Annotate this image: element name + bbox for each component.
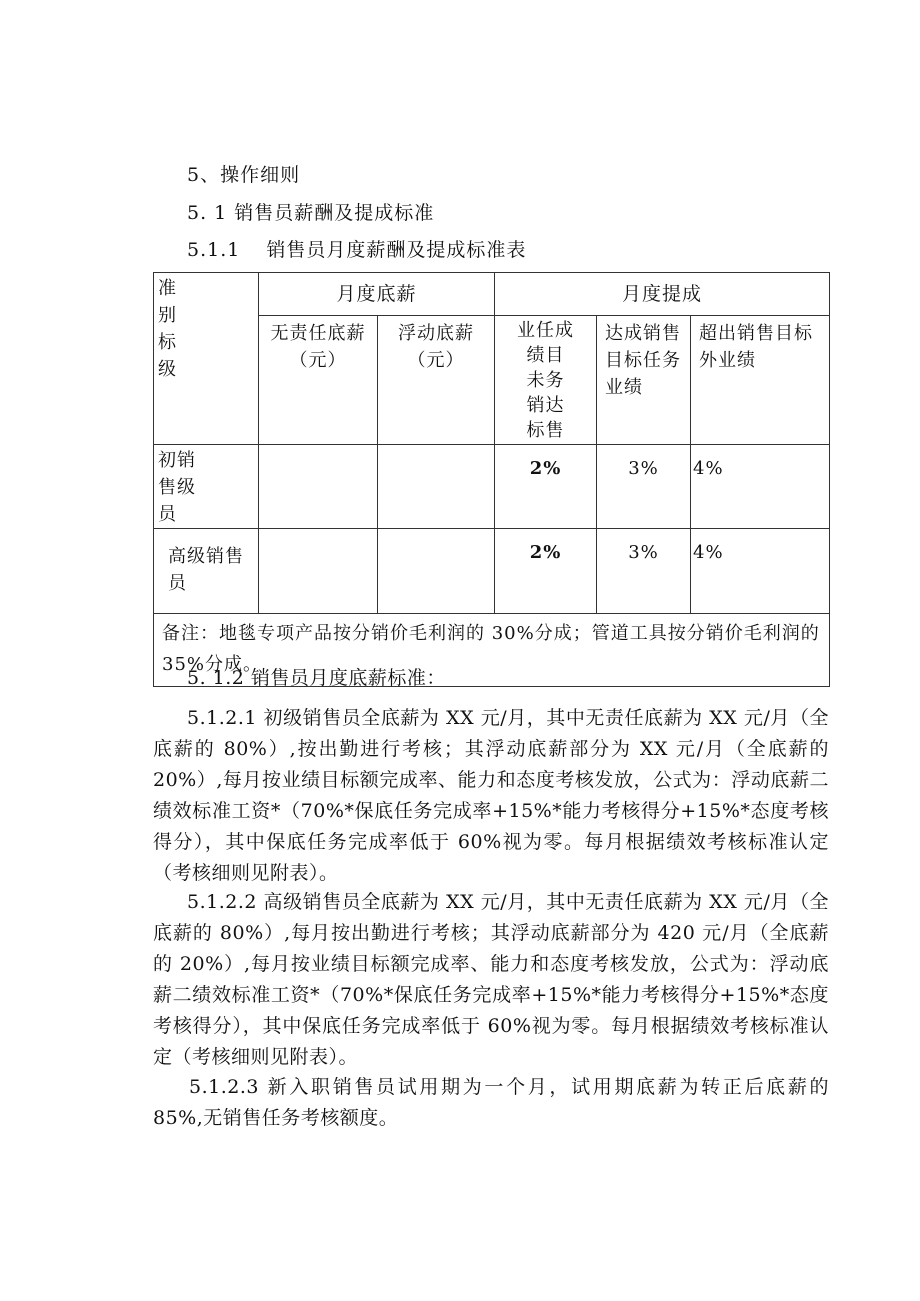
row-fixed-base-cell (259, 445, 378, 529)
header-target-reached-label: 达成销售目标任务业绩 (605, 323, 682, 398)
header-float-base-label: 浮动底薪（元） (398, 323, 474, 371)
header-target-not-reached-label: 业任成 绩目 未务 销达 标售 (517, 320, 575, 441)
salary-commission-table (153, 272, 830, 687)
section-number: 5.1.1 (187, 239, 241, 261)
row-not-reached-cell: 2% (495, 445, 597, 529)
row-level-cell (154, 529, 259, 614)
row-exceed-cell: 4% (691, 445, 830, 529)
table-row (154, 529, 830, 614)
section-heading-5-1-1 (187, 235, 526, 265)
row-level-label: 高级销售员 (168, 546, 244, 594)
row-fixed-base-cell (259, 529, 378, 614)
header-target-exceeded (691, 316, 830, 445)
section-heading-5: 5、操作细则 (187, 164, 301, 186)
paragraph-5-1-2-2: 5.1.2.2 高级销售员全底薪为 XX 元/月，其中无责任底薪为 XX 元/月（全底薪的 80%）,每月按出勤进行考核；其浮动底薪部分为 420 元/月（全底薪的 20%）,每月按业绩目标额完成率、能力和态度考核发放，公式为：浮动底薪二绩效标准工资*（70%*保底任务完成率+15%*能力考核得分+15%*态度考核得分），其中保底任务完成率低于 60%视为零。每月根据绩效考核标准认定（考核细则见附表）。 (153, 891, 829, 1068)
header-monthly-commission: 月度提成 (495, 273, 830, 316)
header-target-reached (597, 316, 691, 445)
header-corner-cell (154, 273, 259, 445)
section-heading-5-1-2: 5. 1.2 销售员月度底薪标准： (187, 667, 446, 689)
header-monthly-base: 月度底薪 (259, 273, 495, 316)
header-fixed-base-label: 无责任底薪（元） (270, 323, 366, 371)
row-exceed-cell: 4% (691, 529, 830, 614)
paragraph-5-1-2-1: 5.1.2.1 初级销售员全底薪为 XX 元/月，其中无责任底薪为 XX 元/月（全底薪的 80%）,按出勤进行考核；其浮动底薪部分为 XX 元/月（全底薪的 20%）,每月按业绩目标额完成率、能力和态度考核发放，公式为：浮动底薪二绩效标准工资*（70%*保底任务完成率+15%*能力考核得分+15%*态度考核得分），其中保底任务完成率低于 60%视为零。每月根据绩效考核标准认定（考核细则见附表）。 (153, 707, 829, 884)
section-title: 销售员月度薪酬及提成标准表 (266, 239, 527, 261)
corner-label: 准 别 标 级 (158, 278, 177, 380)
header-target-exceeded-label: 超出销售目标外业绩 (699, 323, 814, 371)
row-float-base-cell (378, 529, 495, 614)
table-row (154, 445, 830, 529)
row-float-base-cell (378, 445, 495, 529)
header-float-base (378, 316, 495, 445)
row-not-reached-cell: 2% (495, 529, 597, 614)
table-note: 备注：地毯专项产品按分销价毛利润的 30%分成；管道工具按分销价毛利润的 35%分成。 (154, 614, 830, 687)
header-fixed-base (259, 316, 378, 445)
section-heading-5-1: 5. 1 销售员薪酬及提成标准 (187, 202, 435, 224)
row-level-label: 初销 售级 员 (158, 450, 196, 525)
row-reached-cell: 3% (597, 445, 691, 529)
header-target-not-reached (495, 316, 597, 445)
row-reached-cell: 3% (597, 529, 691, 614)
paragraph-5-1-2-3: 5.1.2.3 新入职销售员试用期为一个月，试用期底薪为转正后底薪的 85%,无销售任务考核额度。 (153, 1076, 829, 1129)
row-level-cell (154, 445, 259, 529)
